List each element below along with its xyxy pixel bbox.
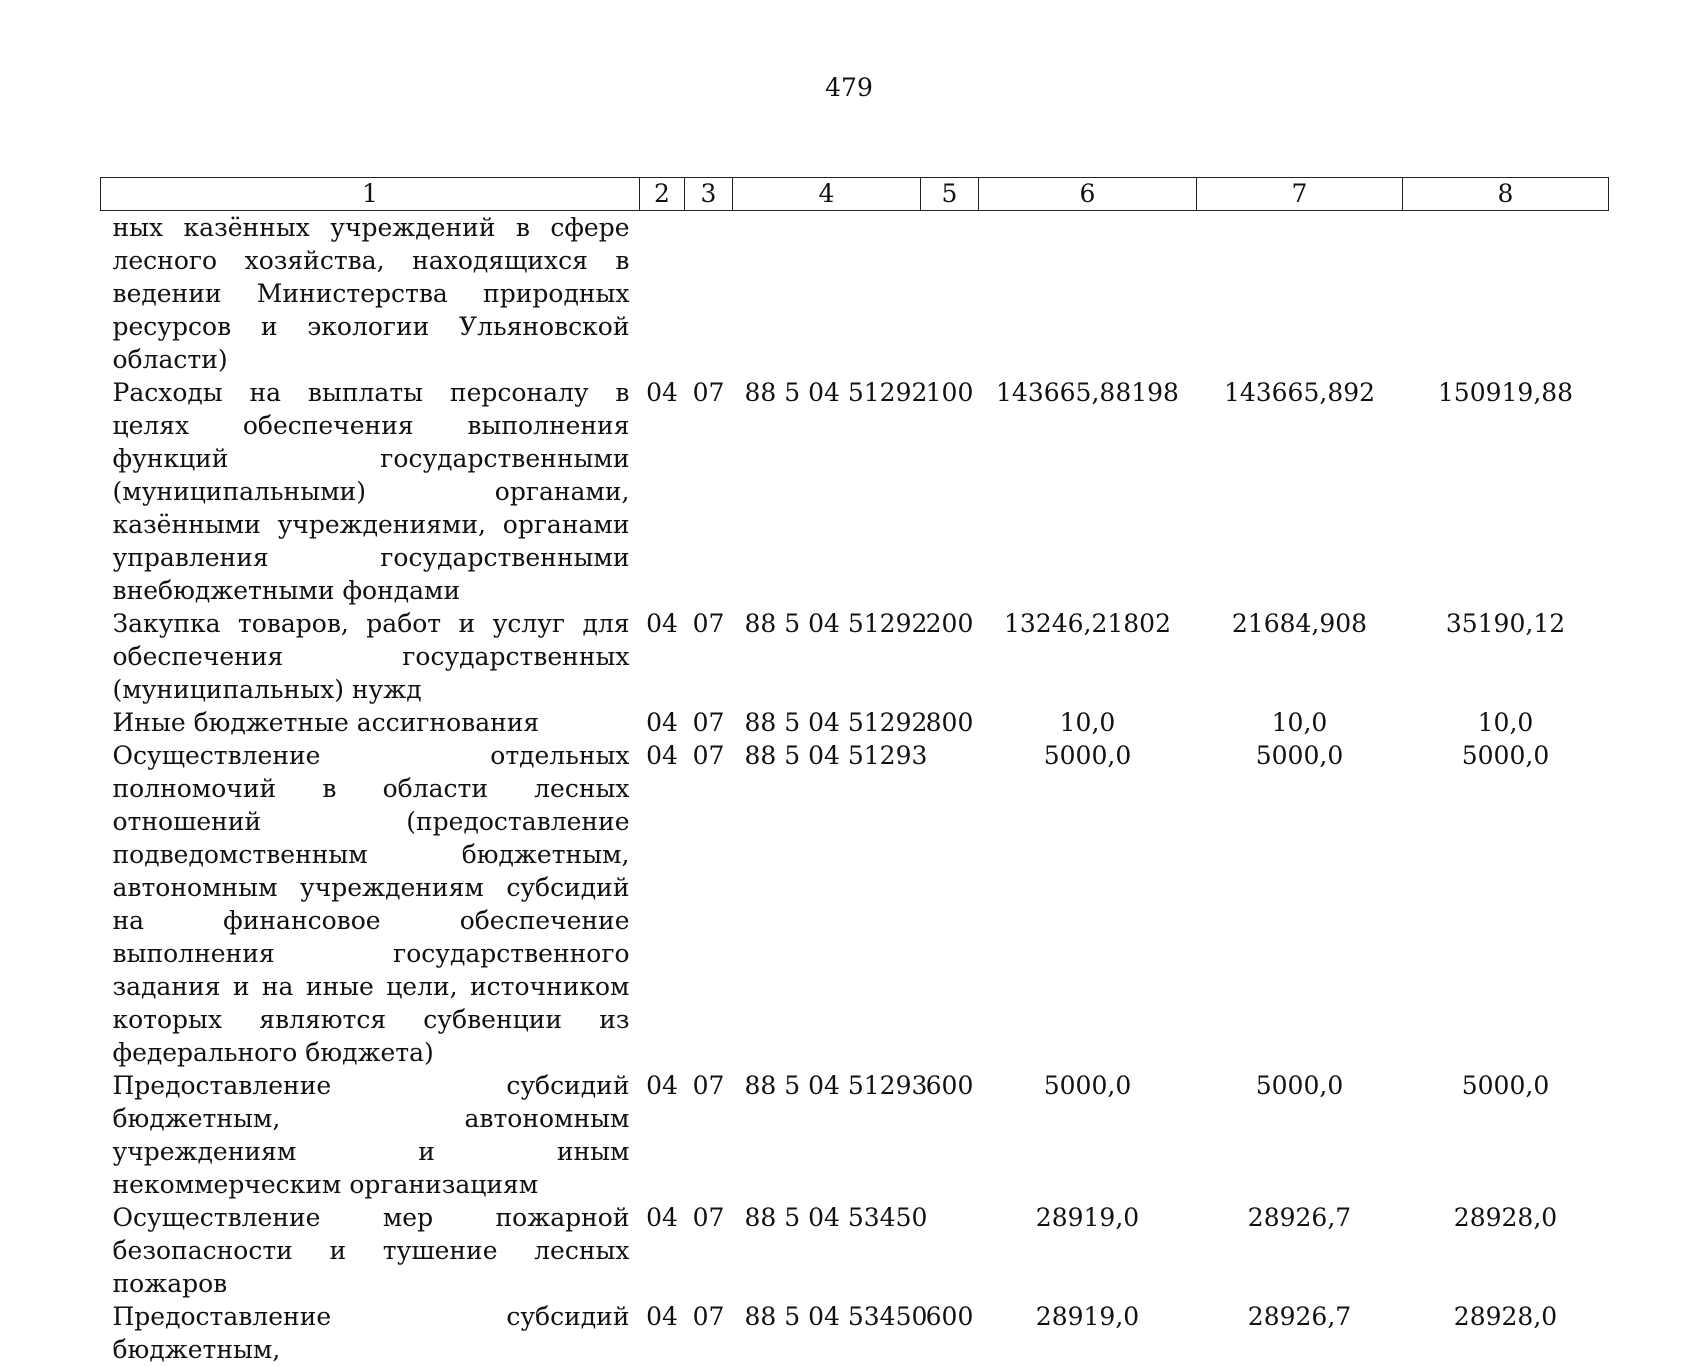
row-name: Иные бюджетные ассигнования xyxy=(112,708,540,737)
row-target-article: 88 5 04 53450 xyxy=(744,1302,928,1331)
row-name: Предоставление субсидий бюджетным, xyxy=(112,1302,630,1364)
row-subsection: 07 xyxy=(692,378,725,407)
row-target-article: 88 5 04 51292 xyxy=(744,378,928,407)
row-section xyxy=(640,211,685,377)
table-row xyxy=(101,1300,1609,1366)
row-amount-col7: 143665,892 xyxy=(1223,378,1376,407)
row-expense-type: 100 xyxy=(925,378,974,407)
row-amount-col8 xyxy=(1403,211,1609,377)
row-expense-type xyxy=(921,739,979,1069)
row-target-article: 88 5 04 51292 xyxy=(744,609,928,638)
row-amount-col8: 28928,0 xyxy=(1453,1302,1558,1331)
row-amount-col6: 10,0 xyxy=(1059,708,1116,737)
row-section: 04 xyxy=(646,741,678,770)
row-subsection: 07 xyxy=(692,1071,725,1100)
row-amount-col7: 5000,0 xyxy=(1255,741,1344,770)
table-header-row xyxy=(101,178,1609,211)
row-section: 04 xyxy=(646,708,678,737)
page-number: 479 xyxy=(825,73,873,102)
row-target-article: 88 5 04 53450 xyxy=(744,1203,928,1232)
row-section: 04 xyxy=(646,1071,678,1100)
row-section: 04 xyxy=(646,609,678,638)
row-expense-type xyxy=(921,1201,979,1300)
row-amount-col8: 150919,88 xyxy=(1437,378,1574,407)
header-col-1: 1 xyxy=(101,178,640,211)
row-amount-col7 xyxy=(1197,211,1403,377)
table-row xyxy=(101,211,1609,377)
row-target-article: 88 5 04 51293 xyxy=(744,1071,928,1100)
table-row xyxy=(101,376,1609,607)
row-amount-col6: 28919,0 xyxy=(1035,1302,1140,1331)
row-section: 04 xyxy=(646,378,678,407)
header-col-5: 5 xyxy=(921,178,979,211)
row-expense-type: 800 xyxy=(925,708,974,737)
row-subsection xyxy=(685,211,733,377)
row-amount-col6 xyxy=(979,211,1197,377)
row-target-article xyxy=(733,211,921,377)
header-col-3: 3 xyxy=(685,178,733,211)
row-amount-col8: 10,0 xyxy=(1477,708,1534,737)
row-section: 04 xyxy=(646,1302,678,1331)
row-amount-col6: 13246,21802 xyxy=(1003,609,1171,638)
row-amount-col7: 28926,7 xyxy=(1247,1203,1352,1232)
row-amount-col6: 5000,0 xyxy=(1043,741,1132,770)
row-name: Расходы на выплаты персоналу в целях обеспечения выполнения функций государственными (муниципальными) органами, казёнными учреждениями, органами управления государственными внебюджетными фондами xyxy=(112,378,630,605)
row-subsection: 07 xyxy=(692,609,725,638)
table-row xyxy=(101,1069,1609,1201)
table-row xyxy=(101,739,1609,1069)
row-name: Осуществление отдельных полномочий в области лесных отношений (предоставление подведомственным бюджетным, автономным учреждениям субсидий на финансовое обеспечение выполнения государственного задания и на иные цели, источником которых являются субвенции из федерального бюджета) xyxy=(112,741,630,1067)
row-amount-col7: 5000,0 xyxy=(1255,1071,1344,1100)
table-row xyxy=(101,607,1609,706)
row-subsection: 07 xyxy=(692,1302,725,1331)
row-target-article: 88 5 04 51293 xyxy=(744,741,928,770)
header-col-8: 8 xyxy=(1403,178,1609,211)
row-subsection: 07 xyxy=(692,1203,725,1232)
row-amount-col7: 28926,7 xyxy=(1247,1302,1352,1331)
row-name: Предоставление субсидий бюджетным, автономным учреждениям и иным некоммерческим организациям xyxy=(112,1071,630,1199)
row-amount-col8: 5000,0 xyxy=(1461,741,1550,770)
row-expense-type xyxy=(921,211,979,377)
header-col-6: 6 xyxy=(979,178,1197,211)
row-subsection: 07 xyxy=(692,741,725,770)
table-row xyxy=(101,706,1609,739)
row-expense-type: 600 xyxy=(925,1071,974,1100)
table-row xyxy=(101,1201,1609,1300)
row-amount-col6: 28919,0 xyxy=(1035,1203,1140,1232)
row-name: Осуществление мер пожарной безопасности и тушение лесных пожаров xyxy=(112,1203,630,1298)
row-amount-col6: 5000,0 xyxy=(1043,1071,1132,1100)
row-amount-col7: 21684,908 xyxy=(1231,609,1368,638)
row-amount-col7: 10,0 xyxy=(1271,708,1328,737)
row-amount-col8: 35190,12 xyxy=(1445,609,1566,638)
row-section: 04 xyxy=(646,1203,678,1232)
header-col-2: 2 xyxy=(640,178,685,211)
row-amount-col8: 5000,0 xyxy=(1461,1071,1550,1100)
budget-table xyxy=(100,177,1609,1366)
row-name: ных казённых учреждений в сфере лесного хозяйства, находящихся в ведении Министерства природных ресурсов и экологии Ульяновской области) xyxy=(112,213,630,374)
row-expense-type: 200 xyxy=(925,609,974,638)
header-col-7: 7 xyxy=(1197,178,1403,211)
row-target-article: 88 5 04 51292 xyxy=(744,708,928,737)
row-name: Закупка товаров, работ и услуг для обеспечения государственных (муниципальных) нужд xyxy=(112,609,630,704)
row-amount-col8: 28928,0 xyxy=(1453,1203,1558,1232)
row-amount-col6: 143665,88198 xyxy=(996,378,1179,407)
row-expense-type: 600 xyxy=(925,1302,974,1331)
row-subsection: 07 xyxy=(692,708,725,737)
header-col-4: 4 xyxy=(733,178,921,211)
